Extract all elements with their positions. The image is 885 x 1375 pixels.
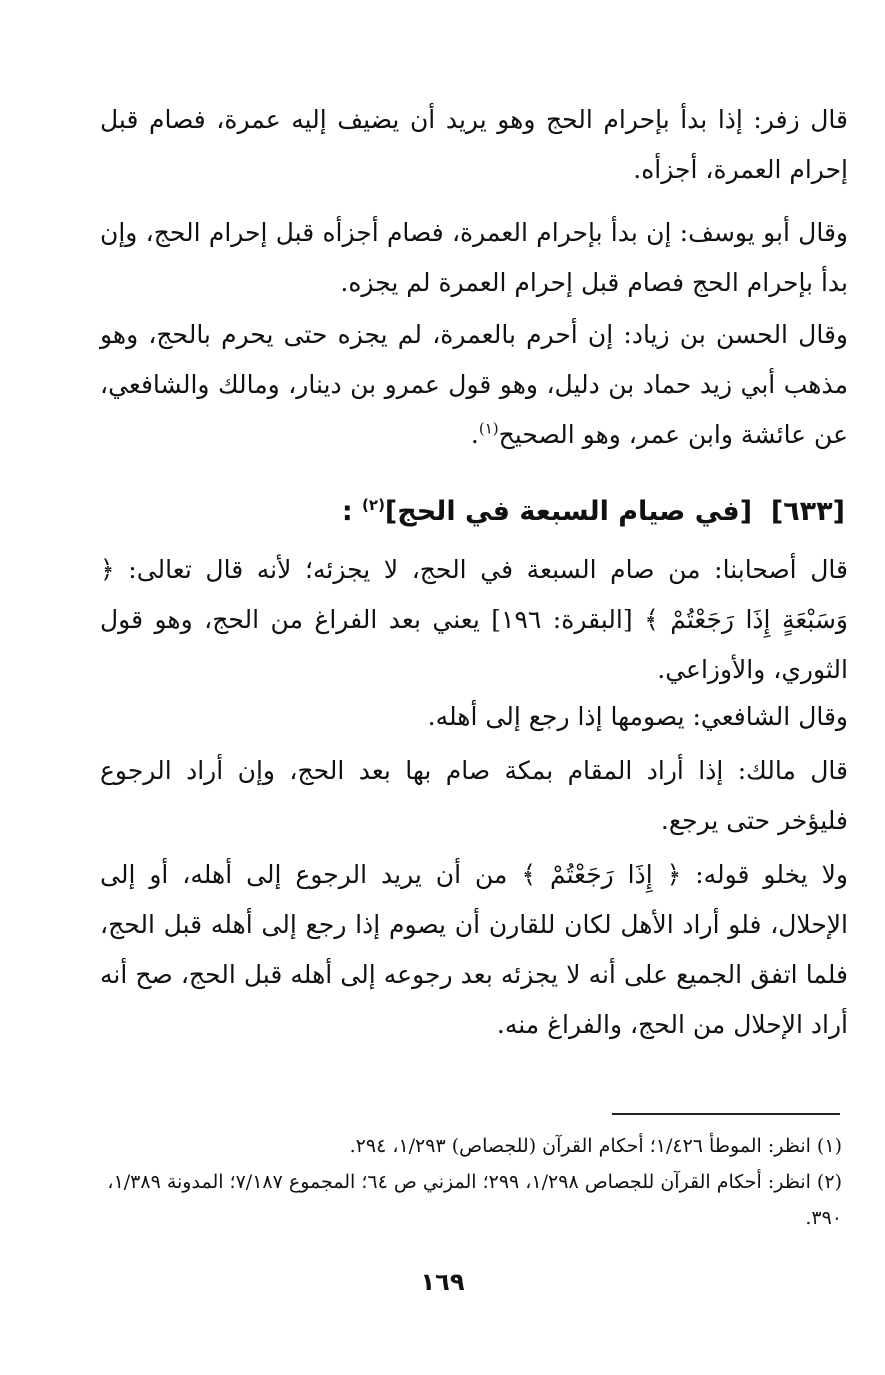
paragraph-zufar: قال زفر: إذا بدأ بإحرام الحج وهو يريد أن يضيف إليه عمرة، فصام قبل إحرام العمرة، أجزأه. (100, 105, 848, 184)
page-number: ١٦٩ (420, 1268, 465, 1296)
paragraph-hasan-ibn-ziyad (100, 310, 848, 460)
footnote-ref-1: (١) (478, 419, 499, 438)
section-title: [في صيام السبعة في الحج] (384, 496, 753, 527)
section-heading-colon: : (341, 496, 353, 527)
section-number: [٦٣٣] (770, 496, 845, 527)
footnote-ref-2: (٢) (362, 496, 385, 514)
paragraph-abu-yusuf: وقال أبو يوسف: إن بدأ بإحرام العمرة، فصام أجزأه قبل إحرام الحج، وإن بدأ بإحرام الحج فصام قبل إحرام العمرة لم يجزه. (100, 218, 848, 297)
footnote-1: (١) انظر: الموطأ ١/٤٢٦؛ أحكام القرآن (للجصاص) ١/٢٩٣، ٢٩٤. (349, 1135, 842, 1157)
paragraph-hasan-text: وقال الحسن بن زياد: إن أحرم بالعمرة، لم يجزه حتى يحرم بالحج، وهو مذهب أبي زيد حماد بن دليل، وهو قول عمرو بن دينار، ومالك والشافعي، عن عائشة وابن عمر، وهو الصحيح (100, 320, 848, 449)
section-heading (100, 492, 845, 532)
footnote-divider (612, 1113, 840, 1115)
paragraph-our-companions: قال أصحابنا: من صام السبعة في الحج، لا يجزئه؛ لأنه قال تعالى: ﴿ وَسَبْعَةٍ إِذَا رَجَعْتُمْ ﴾ [البقرة: ١٩٦] يعني بعد الفراغ من الحج، وهو قول الثوري، والأوزاعي. (100, 555, 848, 684)
footnote-2: (٢) انظر: أحكام القرآن للجصاص ١/٢٩٨، ٢٩٩؛ المزني ص ٦٤؛ المجموع ٧/١٨٧؛ المدونة ١/٣٨٩، ٣٩٠. (107, 1171, 842, 1229)
paragraph-conclusion: ولا يخلو قوله: ﴿ إِذَا رَجَعْتُمْ ﴾ من أن يريد الرجوع إلى أهله، أو إلى الإحلال، فلو أراد الأهل لكان للقارن أن يصوم إذا رجع إلى أهله قبل الحج، فلما اتفق الجميع على أنه لا يجزئه بعد رجوعه إلى أهله قبل الحج، صح أنه أراد الإحلال من الحج، والفراغ منه. (100, 860, 848, 1039)
paragraph-hasan-end: . (470, 420, 479, 449)
paragraph-malik: قال مالك: إذا أراد المقام بمكة صام بها بعد الحج، وإن أراد الرجوع فليؤخر حتى يرجع. (100, 756, 848, 835)
paragraph-shafii: وقال الشافعي: يصومها إذا رجع إلى أهله. (427, 702, 848, 731)
